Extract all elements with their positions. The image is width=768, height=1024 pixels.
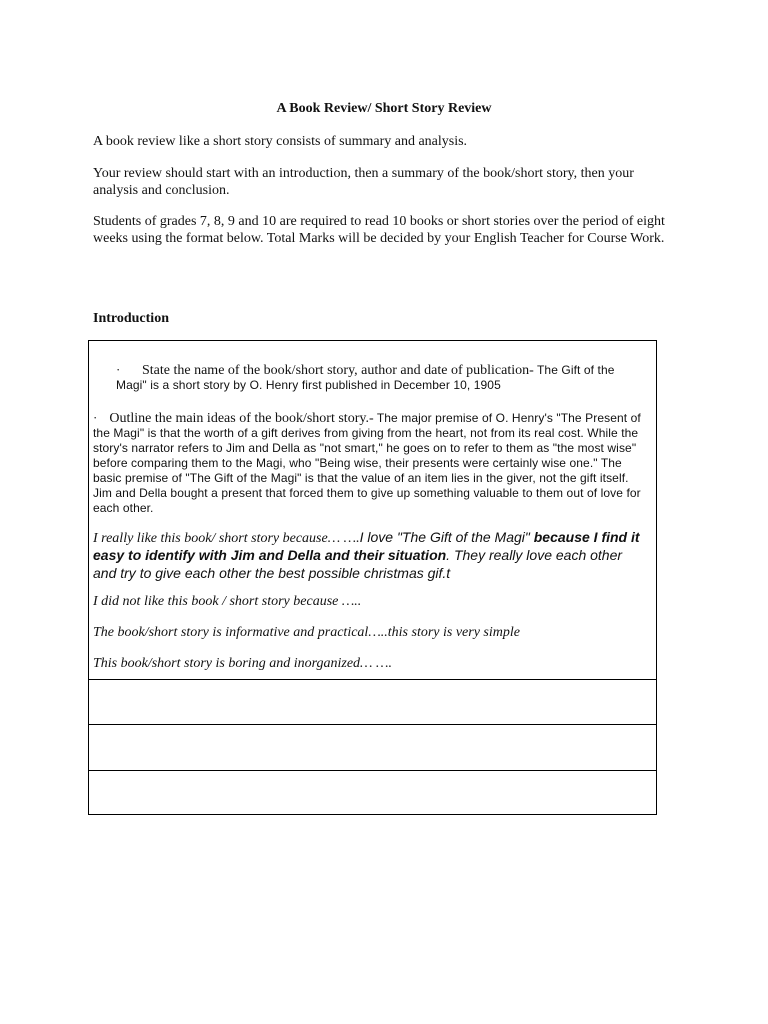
bullet2-prompt: Outline the main ideas of the book/short story.- [109,411,374,426]
bullet-icon: · [116,362,121,377]
like-answer-end: . They really love each other and try to give each other the best possible christmas gif.t [93,547,623,581]
intro-paragraph-structure: Your review should start with an introduction, then a summary of the book/short story, then your analysis and conclusion. [93,166,634,198]
like-prompt: I really like this book/ short story because… …. [93,531,360,546]
informative-statement: The book/short story is informative and practical…..this story is very simple [93,625,520,640]
bullet-icon: · [93,410,98,425]
boring-statement: This book/short story is boring and inorganized… …. [93,656,392,671]
like-answer-bold: because I find it easy to identify with Jim and Della and their situation [93,529,640,563]
bullet-main-ideas [93,410,648,516]
table-row-empty[interactable] [89,680,656,725]
section-heading-introduction: Introduction [93,311,169,326]
document-title: A Book Review/ Short Story Review [276,101,492,116]
bullet-title-author [116,363,646,393]
bullet1-prompt: State the name of the book/short story, author and date of publication- [142,363,534,378]
table-row-empty[interactable] [89,771,656,815]
intro-paragraph-summary: A book review like a short story consists of summary and analysis. [93,134,468,149]
intro-paragraph-requirements: Students of grades 7, 8, 9 and 10 are required to read 10 books or short stories over the period of eight weeks using the format below. Total Marks will be decided by your English Teacher for Course Work. [93,214,665,246]
review-main-cell[interactable] [89,341,656,680]
bullet1-answer: The Gift of the Magi" is a short story by O. Henry first published in December 10, 1905 [116,363,615,392]
like-answer-start: I love "The Gift of the Magi" [359,529,534,545]
review-table [88,340,657,815]
bullet2-answer: The major premise of O. Henry's "The Present of the Magi" is that the worth of a gift derives from giving from the heart, not from its real cost. While the story's narrator refers to Jim and Della as "not smart," he goes on to refer to them as "the most wise" before comparing them to the Magi, who "Being wise, their presents were certainly wise one." The basic premise of "The Gift of the Magi" is that the value of an item lies in the giver, not the gift itself. Jim and Della bought a present that forced them to give up something valuable to them out of love for each other. [93,411,641,515]
table-row-empty[interactable] [89,725,656,771]
like-statement [93,529,649,583]
did-not-like-statement: I did not like this book / short story because ….. [93,594,362,609]
